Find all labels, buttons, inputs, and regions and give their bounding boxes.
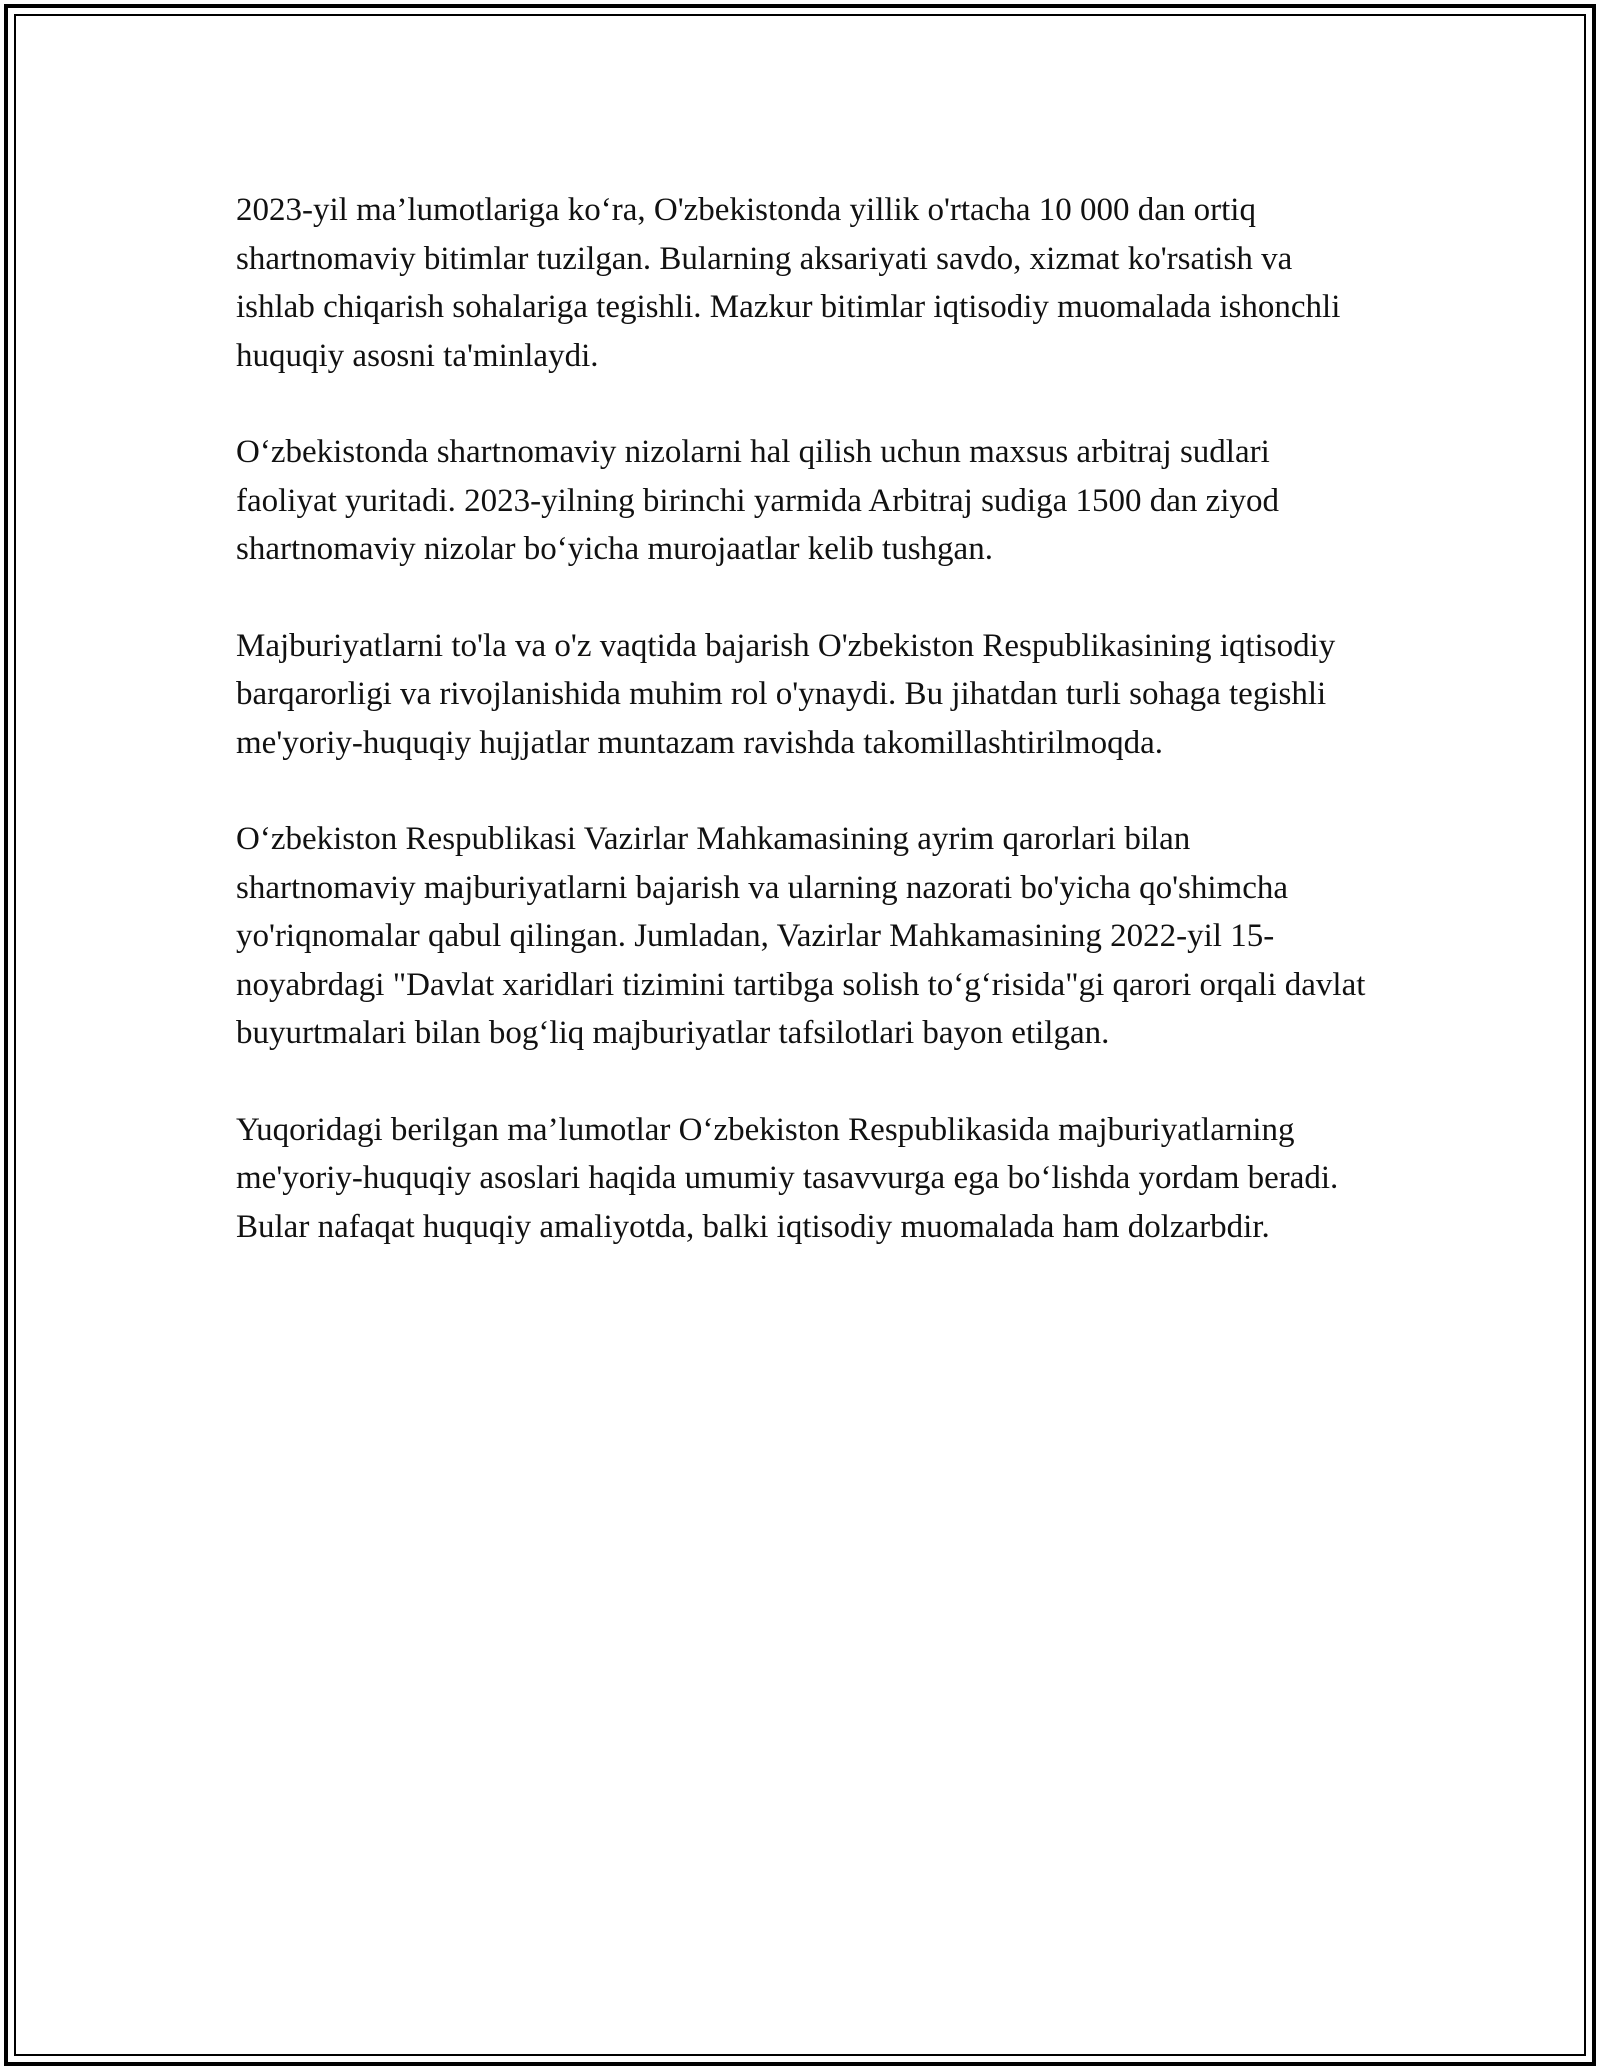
paragraph-5: Yuqoridagi berilgan ma’lumotlar O‘zbekiston Respublikasida majburiyatlarning me'yoriy-huquqiy asoslari haqida umumiy tasavvurga ega bo‘lishda yordam beradi. Bular nafaqat huquqiy amaliyotda, balki iqtisodiy muomalada ham dolzarbdir. (236, 1111, 1339, 1245)
paragraph-2: O‘zbekistonda shartnomaviy nizolarni hal qilish uchun maxsus arbitraj sudlari faoliyat yuritadi. 2023-yilning birinchi yarmida Arbitraj sudiga 1500 dan ziyod shartnomaviy nizolar bo‘yicha murojaatlar kelib tushgan. (236, 434, 1279, 567)
document-body (236, 186, 1376, 1299)
paragraph-1: 2023-yil ma’lumotlariga ko‘ra, O'zbekistonda yillik o'rtacha 10 000 dan ortiq shartnomaviy bitimlar tuzilgan. Bularning aksariyati savdo, xizmat ko'rsatish va ishlab chiqarish sohalariga tegishli. Mazkur bitimlar iqtisodiy muomalada ishonchli huquqiy asosni ta'minlaydi. (236, 192, 1341, 374)
paragraph-3: Majburiyatlarni to'la va o'z vaqtida bajarish O'zbekiston Respublikasining iqtisodiy barqarorligi va rivojlanishida muhim rol o'ynaydi. Bu jihatdan turli sohaga tegishli me'yoriy-huquqiy hujjatlar muntazam ravishda takomillashtirilmoqda. (236, 627, 1336, 761)
paragraph-4: O‘zbekiston Respublikasi Vazirlar Mahkamasining ayrim qarorlari bilan shartnomaviy majburiyatlarni bajarish va ularning nazorati bo'yicha qo'shimcha yo'riqnomalar qabul qilingan. Jumladan, Vazirlar Mahkamasining 2022-yil 15-noyabrdagi "Davlat xaridlari tizimini tartibga solish to‘g‘risida"gi qarori orqali davlat buyurtmalari bilan bog‘liq majburiyatlar tafsilotlari bayon etilgan. (236, 821, 1366, 1051)
